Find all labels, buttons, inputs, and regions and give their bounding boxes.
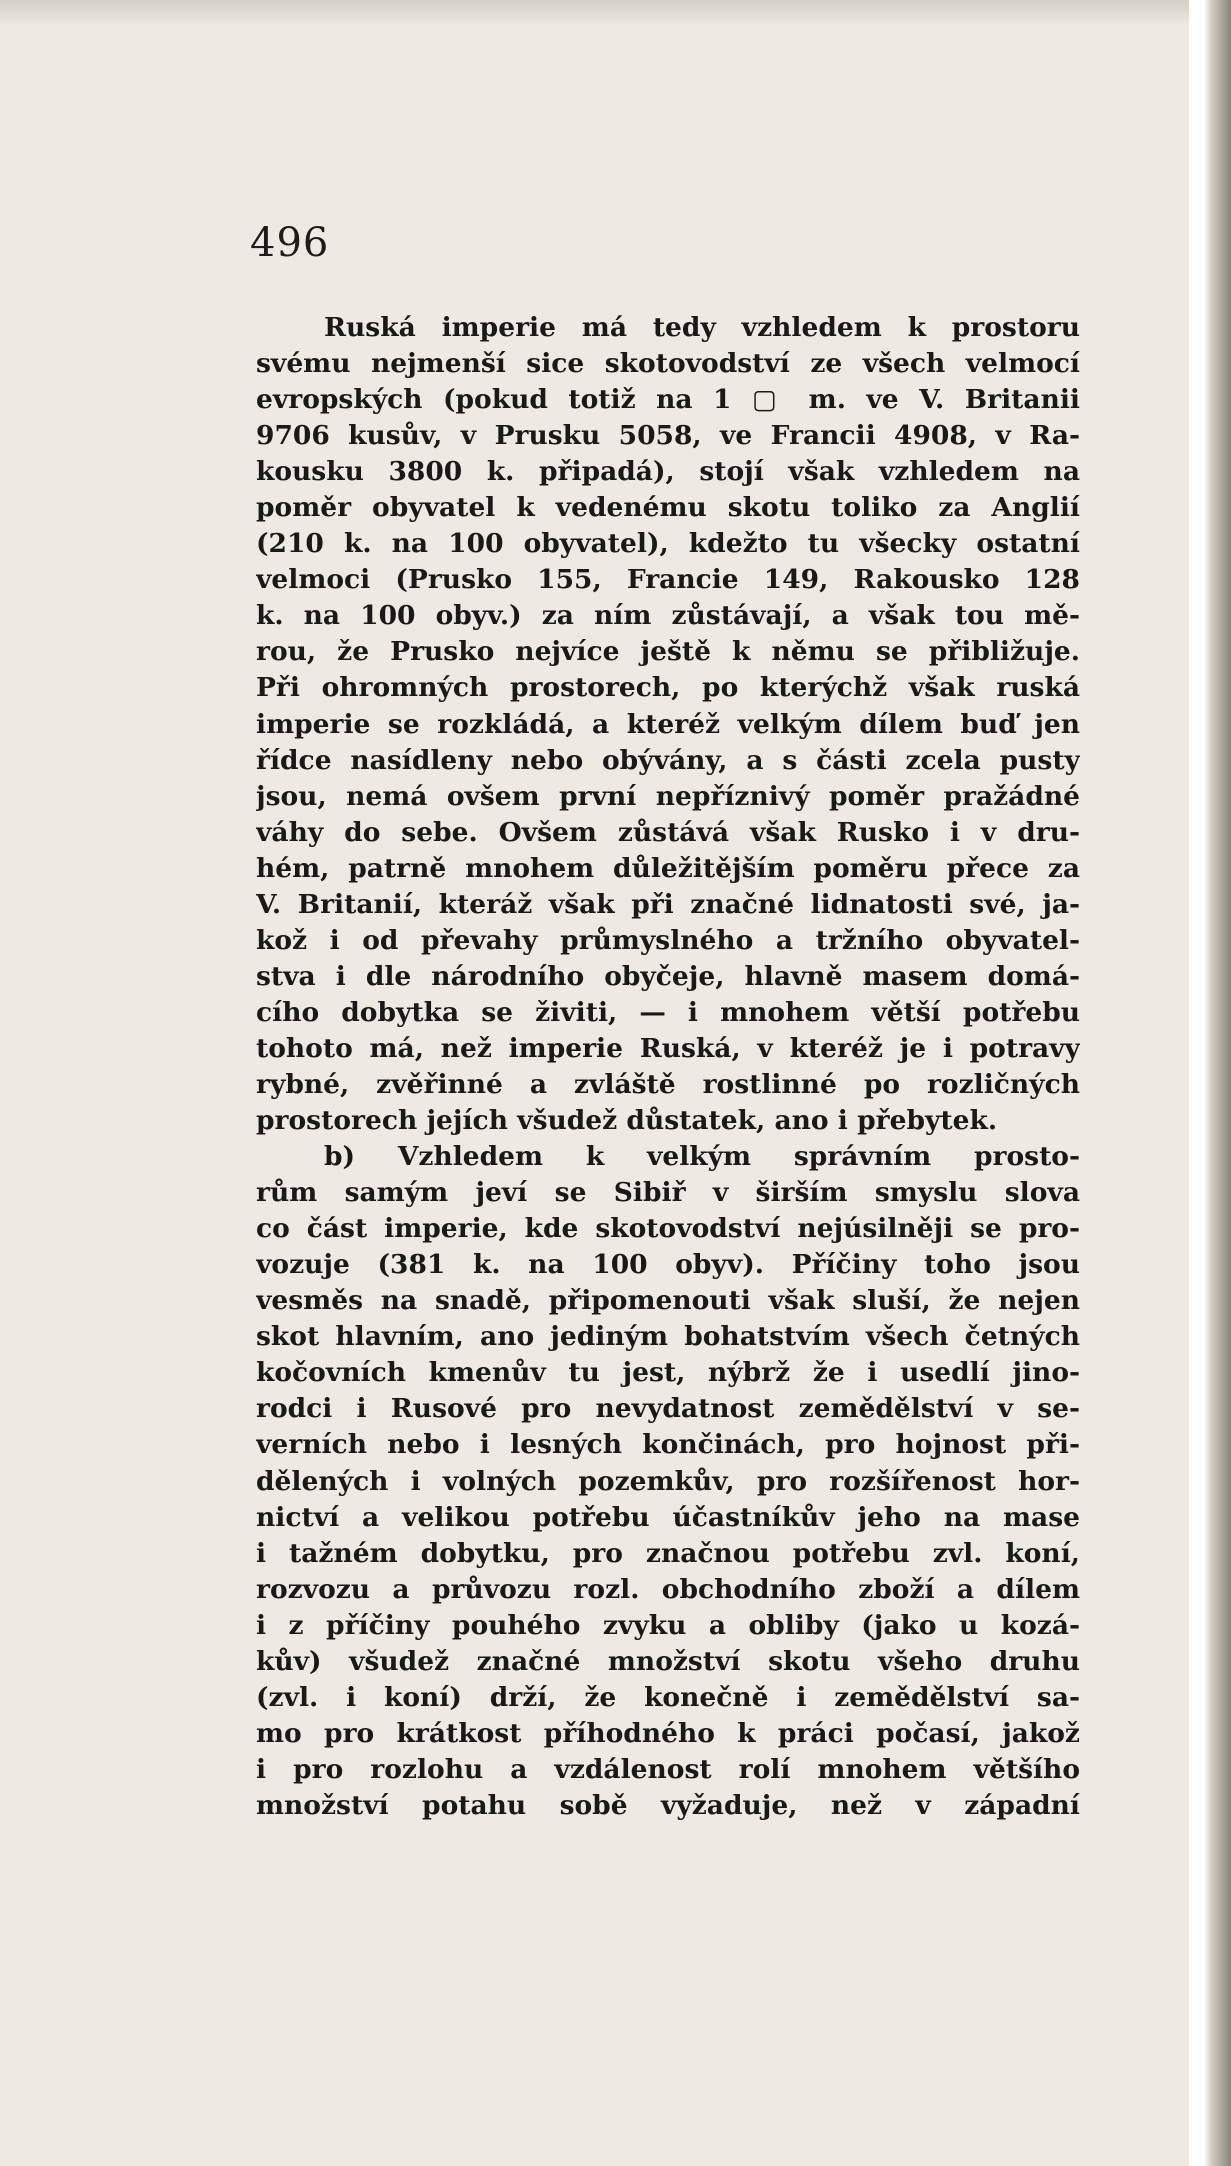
text-line: svému nejmenší sice skotovodství ze všech velmocí	[256, 348, 1080, 380]
text-line: imperie se rozkládá, a kteréž velkým dílem buď jen	[256, 708, 1080, 740]
text-line: co část imperie, kde skotovodství nejúsilněji se pro-	[256, 1213, 1080, 1245]
text-line: vozuje (381 k. na 100 obyv). Příčiny toho jsou	[256, 1249, 1080, 1281]
text-line: Ruská imperie má tedy vzhledem k prostoru	[324, 312, 1080, 343]
text-line: evropských (pokud totiž na 1 ▢ m. ve V. Britanii	[256, 384, 1080, 416]
text-line: Při ohromných prostorech, po kterýchž však ruská	[256, 672, 1080, 704]
text-line: váhy do sebe. Ovšem zůstává však Rusko i v dru-	[256, 816, 1080, 848]
body-text	[256, 310, 1080, 1824]
page-top-shadow	[0, 0, 1190, 26]
text-line: mo pro krátkost příhodného k práci počasí, jakož	[256, 1717, 1080, 1749]
text-line: dělených i volných pozemkův, pro rozšířenost hor-	[256, 1465, 1080, 1497]
text-line: kož i od převahy průmyslného a tržního obyvatel-	[256, 924, 1080, 956]
text-line: velmoci (Prusko 155, Francie 149, Rakousko 128	[256, 564, 1080, 596]
text-line: poměr obyvatel k vedenému skotu toliko za Anglií	[256, 492, 1080, 524]
text-line: V. Britanií, kteráž však při značné lidnatosti své, ja-	[256, 888, 1080, 920]
text-line: (zvl. i koní) drží, že konečně i zemědělství sa-	[256, 1681, 1080, 1713]
text-line: i z příčiny pouhého zvyku a obliby (jako u kozá-	[256, 1609, 1080, 1641]
text-line: k. na 100 obyv.) za ním zůstávají, a však tou mě-	[256, 600, 1080, 632]
text-line: řídce nasídleny nebo obývány, a s části zcela pusty	[256, 744, 1080, 776]
text-line: (210 k. na 100 obyvatel), kdežto tu všecky ostatní	[256, 528, 1080, 560]
text-line: rodci i Rusové pro nevydatnost zemědělství v se-	[256, 1393, 1080, 1425]
text-line: i tažném dobytku, pro značnou potřebu zvl. koní,	[256, 1537, 1080, 1569]
text-line: kův) všudež značné množství skotu všeho druhu	[256, 1645, 1080, 1677]
text-line: nictví a velikou potřebu účastníkův jeho na mase	[256, 1501, 1080, 1533]
text-line: prostorech jejích všudež důstatek, ano i přebytek.	[256, 1105, 998, 1137]
text-line: vesměs na snadě, připomenouti však sluší, že nejen	[256, 1285, 1080, 1317]
text-line: skot hlavním, ano jediným bohatstvím všech četných	[256, 1321, 1080, 1353]
text-line: hém, patrně mnohem důležitějším poměru přece za	[256, 852, 1080, 884]
text-line: b) Vzhledem k velkým správním prosto-	[324, 1141, 1080, 1173]
book-spine-edge	[1189, 0, 1231, 2166]
text-line: i pro rozlohu a vzdálenost rolí mnohem většího	[256, 1753, 1080, 1785]
text-line: 9706 kusův, v Prusku 5058, ve Francii 4908, v Ra-	[256, 420, 1080, 452]
text-line: kousku 3800 k. připadá), stojí však vzhledem na	[256, 456, 1080, 488]
text-line: cího dobytka se živiti, — i mnohem větší potřebu	[256, 996, 1080, 1028]
page-number: 496	[250, 220, 330, 266]
text-line: rozvozu a průvozu rozl. obchodního zboží a dílem	[256, 1573, 1080, 1605]
text-line: kočovních kmenův tu jest, nýbrž že i usedlí jino-	[256, 1357, 1080, 1389]
text-line: jsou, nemá ovšem první nepříznivý poměr pražádné	[256, 780, 1080, 812]
text-line: stva i dle národního obyčeje, hlavně masem domá-	[256, 960, 1080, 992]
text-line: rou, že Prusko nejvíce ještě k němu se přibližuje.	[256, 636, 1080, 668]
text-line: množství potahu sobě vyžaduje, než v západní	[256, 1789, 1080, 1821]
text-line: verních nebo i lesných končinách, pro hojnost při-	[256, 1429, 1080, 1461]
text-line: rům samým jeví se Sibiř v širším smyslu slova	[256, 1177, 1080, 1209]
text-line: tohoto má, než imperie Ruská, v kteréž je i potravy	[256, 1032, 1080, 1064]
text-line: rybné, zvěřinné a zvláště rostlinné po rozličných	[256, 1068, 1080, 1100]
